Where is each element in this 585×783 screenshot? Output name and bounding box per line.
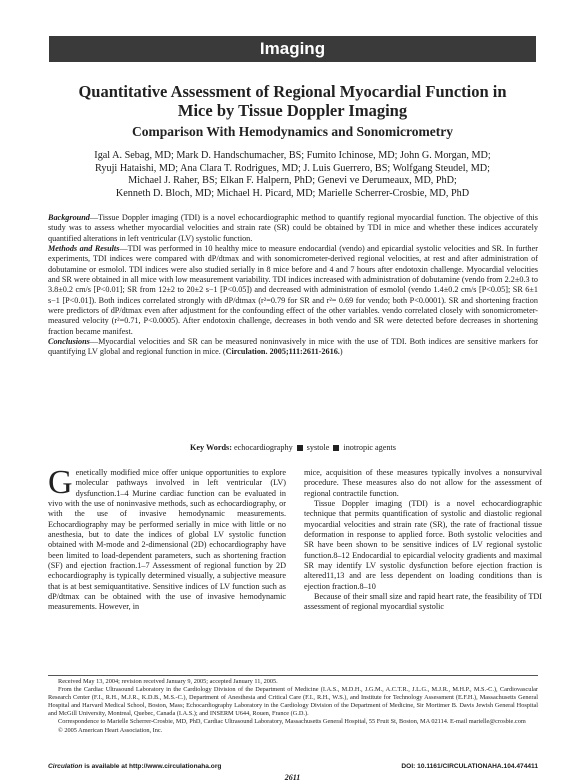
page-footer — [48, 762, 538, 772]
abstract-methods-label: Methods and Results — [48, 244, 120, 254]
body-paragraph: Tissue Doppler imaging (TDI) is a novel echocardiographic technique that permits quantification of systolic and diastolic regional myocardial velocities and strain rate (SR), the rate of fractional tissue deformation in response to applied force. Both systolic velocities and SR have been shown to be sensitive indices of LV regional systolic function.8–12 Endocardial to epicardial velocity gradients and maximal SR may identify LV systolic dysfunction before ejection fraction is altered11,13 and are less dependent on loading conditions than is ejection fraction.8–10 — [304, 499, 542, 591]
keyword: inotropic agents — [343, 443, 396, 452]
abstract-conclusions — [48, 337, 538, 358]
body-paragraph-text: enetically modified mice offer unique opportunities to explore molecular pathways involved in left ventricular (LV) dysfunction.1–4 Murine cardiac function can be evaluated in vivo with the use of noninvasive methods, such as echocardiography, or with the use of invasive hemodynamic measurements. Echocardiography may be performed serially in mice with little or no anesthesia, but to date the indices of global LV systolic function obtained with M-mode and 2-dimensional (2D) echocardiography have been limited to load-dependent parameters, such as shortening fraction (SF) and ejection fraction.1–7 Assessment of regional function by 2D echocardiography is typically determined visually, a subjective measure that is at best semiquantitative. Sensitive indices of LV function such as dP/dtmax can be obtained with the use of invasive hemodynamic measurements. However, in — [48, 468, 286, 612]
body-paragraph: mice, acquisition of these measures typically involves a nonsurvival procedure. These measures also do not allow for the assessment of regional contractile function. — [304, 468, 542, 498]
keyword: echocardiography — [234, 443, 293, 452]
abstract-background — [48, 213, 538, 244]
abstract-methods-text: —TDI was performed in 10 healthy mice to measure endocardial (vendo) and epicardial systolic velocities and SR. In further experiments, TDI indices were compared with dP/dtmax and with sonomicrometer-derived regional velocities, at rest and after administration of dobutamine or esmolol. TDI indices were also studied serially in 8 mice before and 4 and 7 hours after endotoxin challenge. Myocardial velocities and SR were obtained in all mice with low measurement variability. TDI indices increased with administration of dobutamine (vendo from 2.2±0.3 to 3.8±0.2 cm/s [P<0.01]; SR from 12±2 to 20±2 s−1 [P<0.05]) and decreased with administration of esmolol (vendo 1.4±0.2 cm/s [P<0.05]; SR 6±1 s−1 [P<0.01]). Both indices correlated strongly with dP/dtmax (r²=0.79 for SR and r²= 0.69 for vendo; both P<0.0001). SR and shortening fraction were predictors of dP/dtmax even after adjustment for the confounding effect of the other variables. vendo correlated closely with sonomicrometer-measured velocity (r²=0.71, P<0.0005). After endotoxin challenge, decreases in both vendo and SR were detected before decreases in shortening fraction became manifest. — [48, 244, 538, 336]
footnote-affiliations: From the Cardiac Ultrasound Laboratory in the Cardiology Division of the Department of Medicine (I.A.S., M.D.H., J.G.M., A.C.T.R., J.L.G., M.J.R., M.H.P., M.S.-C.), Cardiovascular Research Center (F.I., R.H., M.J.R., K.D.B., M.S.-C.), Department of Anesthesia and Critical Care (F.I., R.H., W.S.), and Institute for Technology Assessment (E.F.H.), Massachusetts General Hospital and Harvard Medical School, Boston, Mass; Echocardiography Laboratory in the Cardiology Division of the Department of Medicine, Sir Mortimer B. Davis Jewish General Hospital and McGill University, Montreal, Quebec, Canada (I.A.S.); and INSERM U644, Rouen, France (G.D.). — [48, 686, 538, 718]
article-title — [30, 82, 555, 120]
abstract-conclusions-label: Conclusions — [48, 337, 90, 347]
bullet-square-icon — [297, 445, 303, 451]
footnote-copyright: © 2005 American Heart Association, Inc. — [58, 726, 163, 734]
abstract — [48, 213, 538, 358]
body-paragraph — [48, 464, 286, 613]
keywords-label: Key Words: — [190, 443, 232, 452]
author-line: Kenneth D. Bloch, MD; Michael H. Picard, MD; Marielle Scherrer-Crosbie, MD, PhD — [115, 187, 470, 199]
keyword: systole — [306, 443, 330, 452]
article-subtitle: Comparison With Hemodynamics and Sonomicrometry — [131, 124, 453, 139]
footer-journal: Circulation — [48, 763, 83, 770]
body-paragraph: Because of their small size and rapid heart rate, the feasibility of TDI assessment of regional myocardial systolic — [304, 592, 542, 612]
author-list — [40, 150, 545, 200]
body-column-left — [48, 464, 286, 613]
abstract-background-label: Background — [48, 213, 90, 222]
title-line-2: Mice by Tissue Doppler Imaging — [177, 101, 408, 120]
section-banner: Imaging — [49, 36, 536, 62]
footnotes — [48, 678, 538, 735]
body-column-right — [304, 468, 542, 613]
footer-doi: DOI: 10.1161/CIRCULATIONAHA.104.474411 — [401, 763, 538, 770]
abstract-methods — [48, 244, 538, 337]
drop-cap: G — [48, 464, 73, 501]
author-line: Michael J. Raher, BS; Elkan F. Halpern, PhD; Genevi ve Derumeaux, MD, PhD; — [128, 175, 457, 187]
footnote-correspondence: Correspondence to Marielle Scherrer-Crosbie, MD, PhD, Cardiac Ultrasound Laboratory, Massachusetts General Hospital, 55 Fruit St, Boston, MA 02114. E-mail marielle@crosbie.com — [58, 718, 526, 726]
author-line: Igal A. Sebag, MD; Mark D. Handschumacher, BS; Fumito Ichinose, MD; John G. Morgan, MD; — [94, 150, 491, 161]
author-line: Ryuji Hataishi, MD; Ana Clara T. Rodrigues, MD; J. Luis Guerrero, BS; Wolfgang Steudel, MD; — [95, 162, 490, 174]
abstract-conclusions-end: ) — [339, 347, 343, 357]
abstract-conclusions-text: —Myocardial velocities and SR can be measured noninvasively in mice with the use of TDI. Both indices are sensitive markers for quantifying LV global and regional function in mice. ( — [48, 337, 538, 357]
abstract-background-text: —Tissue Doppler imaging (TDI) is a novel echocardiographic method to quantify regional myocardial function. The objective of this study was to assess whether myocardial velocities and strain rate (SR) could be obtained by TDI in mice and whether these indices accurately quantified alterations in left ventricular (LV) systolic function. — [48, 213, 538, 243]
footnote-divider — [48, 675, 538, 676]
keywords — [48, 442, 538, 453]
title-line-1: Quantitative Assessment of Regional Myocardial Function in — [78, 82, 507, 101]
page-number: 2611 — [284, 773, 301, 782]
bullet-square-icon — [333, 445, 339, 451]
footer-availability: is available at http://www.circulationaha.org — [82, 763, 222, 770]
abstract-citation: Circulation. 2005;111:2611-2616. — [225, 347, 340, 357]
footnote-received: Received May 13, 2004; revision received January 9, 2005; accepted January 11, 2005. — [58, 678, 278, 685]
